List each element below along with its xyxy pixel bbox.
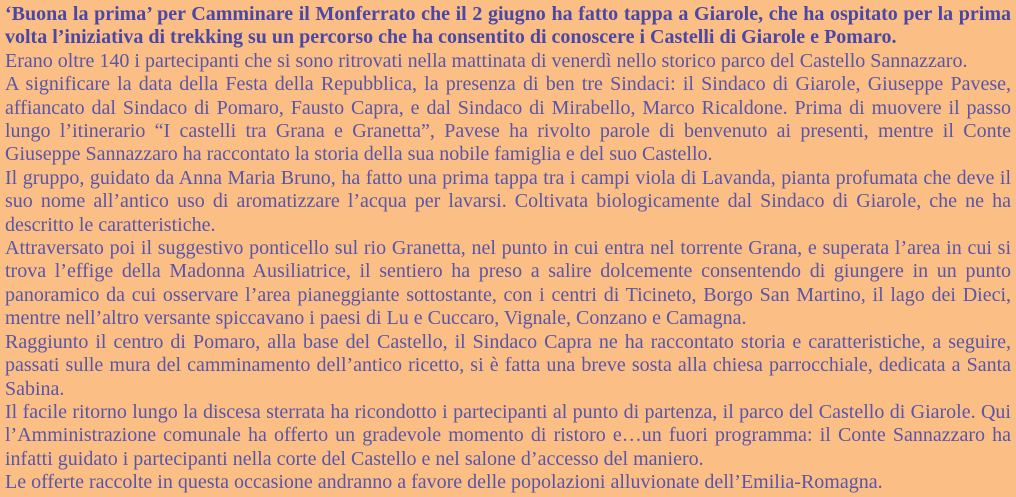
article-paragraph-7: Le offerte raccolte in questa occasione andranno a favore delle popolazioni alluvionate dell’Emilia-Romagna. — [5, 471, 883, 494]
article-lead: ‘Buona la prima’ per Camminare il Monferrato che il 2 giugno ha fatto tappa a Giarole, che ha ospitato per la prima volta l’iniziativa di trekking su un percorso che ha consentito di conoscere i Castelli di Giarole e Pomaro. — [5, 3, 1011, 49]
article-paragraph-3: Il gruppo, guidato da Anna Maria Bruno, ha fatto una prima tappa tra i campi viola di Lavanda, pianta profumata che deve il suo nome all’antico uso di aromatizzare l’acqua per lavarsi. Coltivata biologicamente dal Sindaco di Giarole, che ne ha descritto le caratteristiche. — [5, 166, 1011, 236]
article-paragraph-1: Erano oltre 140 i partecipanti che si sono ritrovati nella mattinata di venerdì nello storico parco del Castello Sannazzaro. — [5, 49, 968, 72]
article-paragraph-6: Il facile ritorno lungo la discesa sterrata ha ricondotto i partecipanti al punto di partenza, il parco del Castello di Giarole. Qui l’Amministrazione comunale ha offerto un gradevole momento di ristoro e…un fuori programma: il Conte Sannazzaro ha infatti guidato i partecipanti nella corte del Castello e nel salone d’accesso del maniero. — [5, 400, 1011, 470]
article-paragraph-4: Attraversato poi il suggestivo ponticello sul rio Granetta, nel punto in cui entra nel torrente Grana, e superata l’area in cui si trova l’effige della Madonna Ausiliatrice, il sentiero ha preso a salire dolcemente consentendo di giungere in un punto panoramico da cui osservare l’area pianeggiante sottostante, con i centri di Ticineto, Borgo San Martino, il lago dei Dieci, mentre nell’altro versante spiccavano i paesi di Lu e Cuccaro, Vignale, Conzano e Camagna. — [5, 237, 1011, 330]
article-paragraph-5: Raggiunto il centro di Pomaro, alla base del Castello, il Sindaco Capra ne ha raccontato storia e caratteristiche, a seguire, passati sulle mura del camminamento dell’antico ricetto, si è fatta una breve sosta alla chiesa parrocchiale, dedicata a Santa Sabina. — [5, 330, 1011, 400]
article-paragraph-2: A significare la data della Festa della Repubblica, la presenza di ben tre Sindaci: il Sindaco di Giarole, Giuseppe Pavese, affiancato dal Sindaco di Pomaro, Fausto Capra, e dal Sindaco di Mirabello, Marco Ricaldone. Prima di muovere il passo lungo l’itinerario “I castelli tra Grana e Granetta”, Pavese ha rivolto parole di benvenuto ai presenti, mentre il Conte Giuseppe Sannazzaro ha raccontato la storia della sua nobile famiglia e del suo Castello. — [5, 73, 1011, 166]
